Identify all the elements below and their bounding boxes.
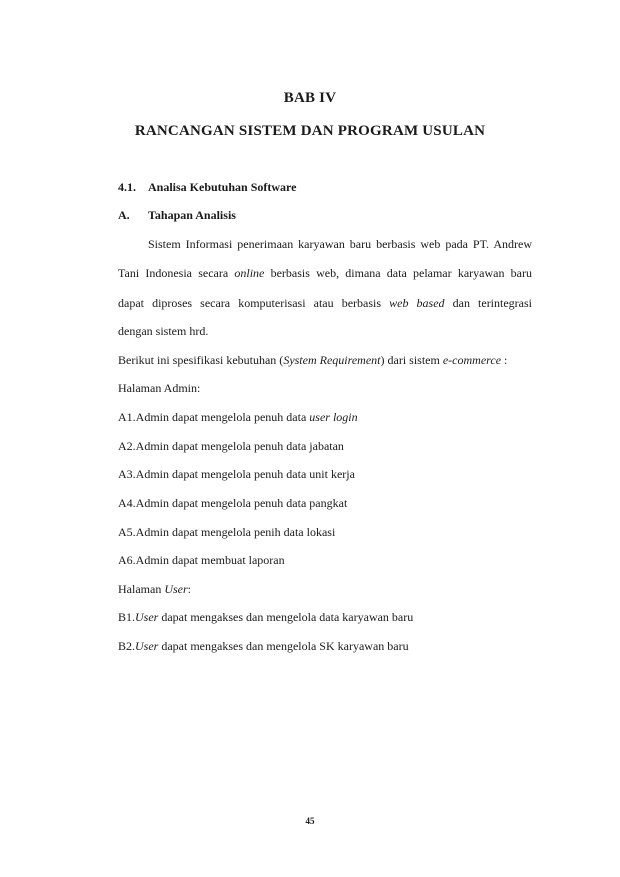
item-text: Admin dapat mengelola penih data lokasi xyxy=(135,525,336,539)
item-text: Admin dapat membuat laporan xyxy=(135,553,285,567)
item-code: A2. xyxy=(118,439,136,453)
admin-heading: Halaman Admin: xyxy=(118,381,201,395)
requirements-intro xyxy=(118,353,532,367)
intro-italic: e-commerce xyxy=(442,353,502,367)
paragraph-line-2 xyxy=(118,266,532,280)
section-heading xyxy=(118,180,532,194)
admin-item xyxy=(118,410,532,424)
paragraph-italic: online xyxy=(234,266,265,280)
section-title: Analisa Kebutuhan Software xyxy=(148,180,297,194)
admin-item xyxy=(118,525,532,539)
admin-item xyxy=(118,439,532,453)
item-text: Admin dapat mengelola penuh data unit kerja xyxy=(135,467,355,481)
paragraph-text: Tani Indonesia secara xyxy=(118,266,235,280)
admin-item xyxy=(118,553,532,567)
admin-item xyxy=(118,496,532,510)
item-code: A5. xyxy=(118,525,136,539)
item-italic: user login xyxy=(309,410,358,424)
paragraph-line-4: dengan sistem hrd. xyxy=(118,324,209,338)
item-text: dapat mengakses dan mengelola SK karyawan baru xyxy=(158,639,409,653)
item-text: Admin dapat mengelola penuh data xyxy=(135,410,310,424)
intro-text: : xyxy=(501,353,508,367)
chapter-title: RANCANGAN SISTEM DAN PROGRAM USULAN xyxy=(134,123,486,139)
user-heading xyxy=(118,582,532,596)
paragraph-line-1: Sistem Informasi penerimaan karyawan baru berbasis web pada PT. Andrew xyxy=(148,237,532,251)
item-italic: User xyxy=(135,639,159,653)
paragraph-text: dapat diproses secara komputerisasi atau berbasis xyxy=(118,296,390,310)
intro-text: ) dari sistem xyxy=(380,353,443,367)
item-text: Admin dapat mengelola penuh data pangkat xyxy=(135,496,348,510)
heading-text: : xyxy=(187,582,191,596)
subsection-title: Tahapan Analisis xyxy=(148,208,236,222)
paragraph-text: berbasis web, dimana data pelamar karyawan baru xyxy=(264,266,532,280)
paragraph-italic: web based xyxy=(389,296,445,310)
chapter-heading: BAB IV xyxy=(283,90,337,106)
item-code: A4. xyxy=(118,496,136,510)
user-item xyxy=(118,639,532,653)
heading-text: Halaman xyxy=(118,582,165,596)
item-code: A3. xyxy=(118,467,136,481)
subsection-heading xyxy=(118,208,532,222)
section-number: 4.1. xyxy=(118,180,136,194)
intro-italic: System Requirement xyxy=(283,353,381,367)
subsection-number: A. xyxy=(118,208,130,222)
item-code: A1. xyxy=(118,410,136,424)
page-number: 45 xyxy=(305,816,315,826)
admin-item xyxy=(118,467,532,481)
item-text: dapat mengakses dan mengelola data karyawan baru xyxy=(158,610,414,624)
item-code: B1. xyxy=(118,610,136,624)
item-italic: User xyxy=(135,610,159,624)
user-item xyxy=(118,610,532,624)
heading-italic: User xyxy=(164,582,188,596)
item-code: A6. xyxy=(118,553,136,567)
item-code: B2. xyxy=(118,639,136,653)
item-text: Admin dapat mengelola penuh data jabatan xyxy=(135,439,344,453)
paragraph-line-3 xyxy=(118,296,532,310)
paragraph-text: dan terintegrasi xyxy=(444,296,533,310)
intro-text: Berikut ini spesifikasi kebutuhan ( xyxy=(118,353,284,367)
